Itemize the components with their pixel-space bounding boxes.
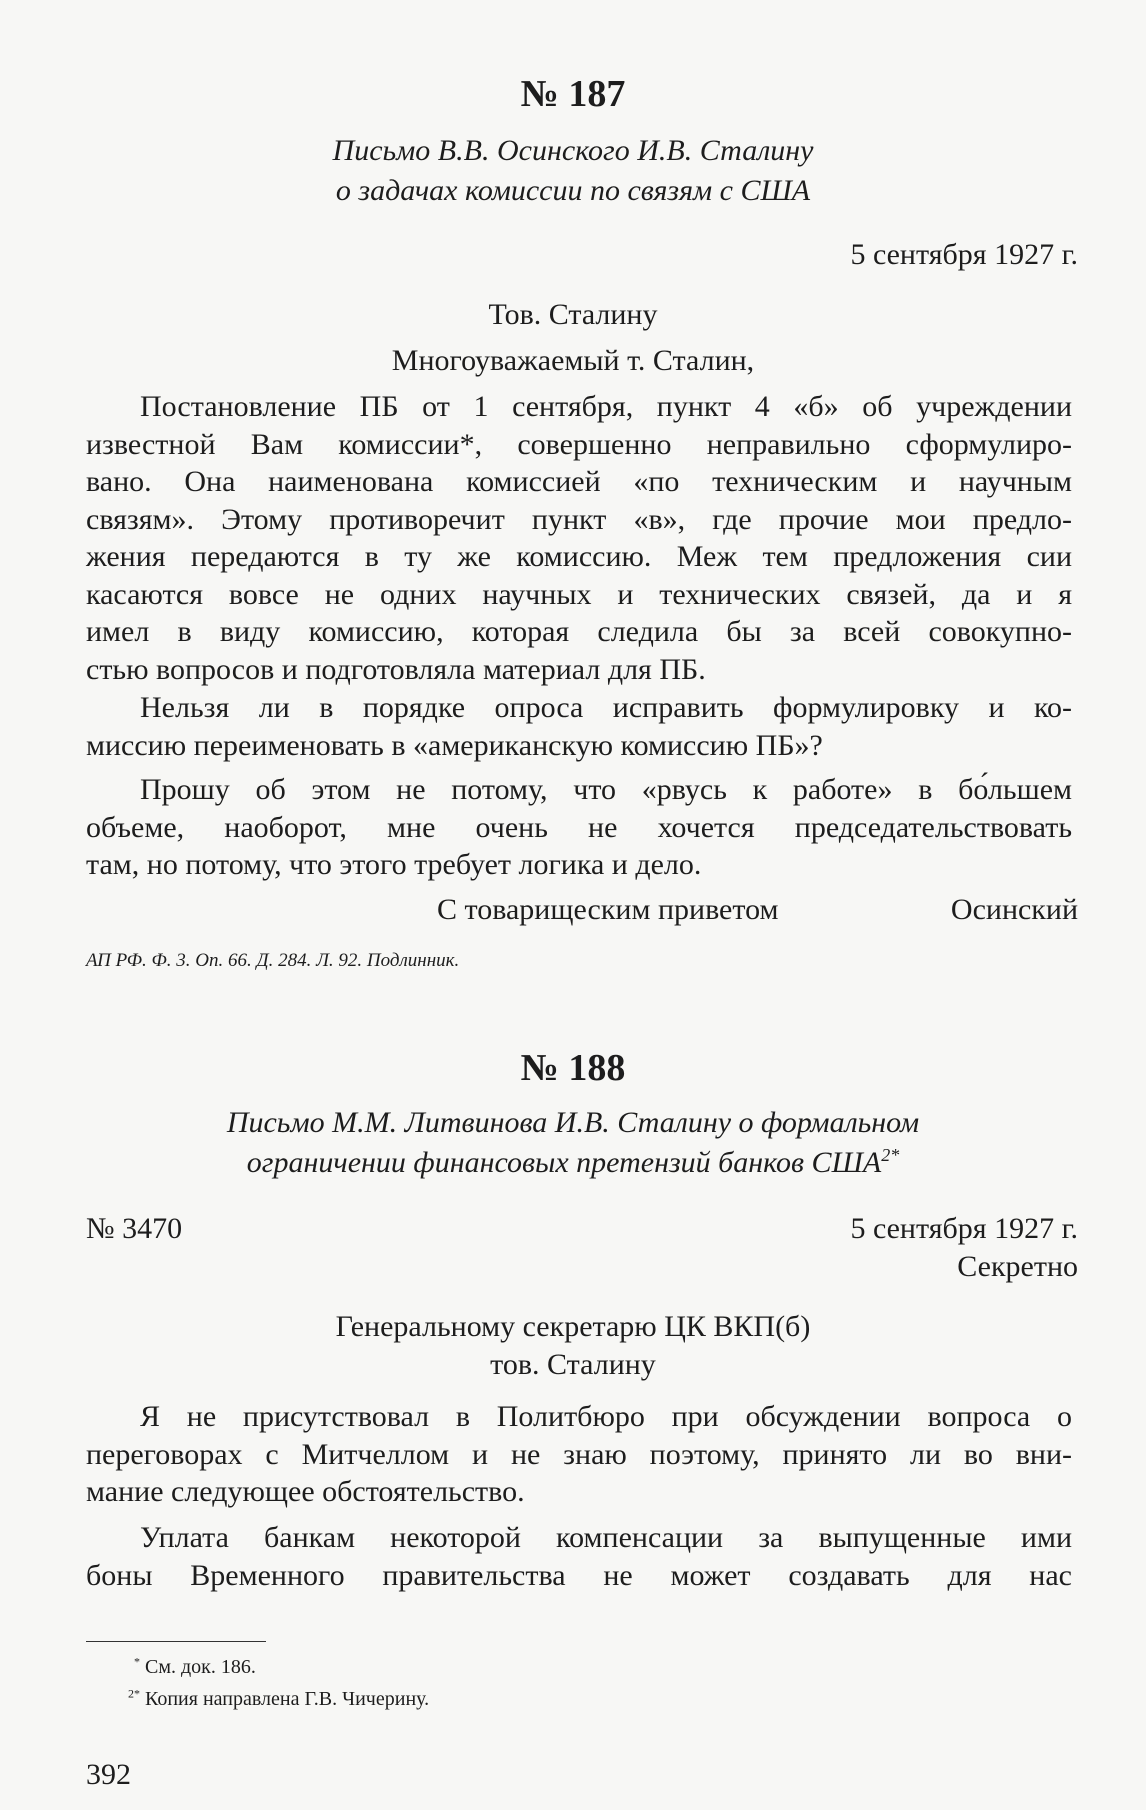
footnote-1: * См. док. 186. — [134, 1654, 256, 1678]
text-line: мание следующее обстоятельство. — [86, 1475, 525, 1508]
doc-188-classification: Секретно — [957, 1250, 1078, 1283]
footnote-2: $^{2*}$ Копия направлена Г.В. Чичерину. — [128, 1686, 430, 1710]
doc-187-greeting: Многоуважаемый т. Сталин, — [391, 344, 755, 377]
doc-188-title-line-1: Письмо М.М. Литвинова И.В. Сталину о формальном — [226, 1106, 920, 1139]
doc-187-closing: С товарищеским приветом — [437, 893, 779, 926]
doc-187-title-line-2: о задачах комиссии по связям с США — [335, 174, 811, 207]
text-line: боны Временного правительства не может создавать для нас — [86, 1558, 1072, 1592]
footnote-separator — [86, 1641, 266, 1642]
doc-187-number: № 187 — [520, 73, 626, 115]
text-line: жения передаются в ту же комиссию. Меж тем предложения сии — [86, 540, 1072, 573]
doc-187-paragraph-1 — [86, 388, 1072, 688]
text-line: Прошу об этом не потому, что «рвусь к работе» в бо́льшем — [140, 773, 1072, 806]
doc-187-archive-source: АП РФ. Ф. 3. Оп. 66. Д. 284. Л. 92. Подлинник. — [86, 950, 460, 971]
doc-188-date: 5 сентября 1927 г. — [850, 1212, 1078, 1245]
text-line: Постановление ПБ от 1 сентября, пункт 4 «б» об учреждении — [140, 390, 1072, 423]
doc-187-addressee: Тов. Сталину — [488, 298, 658, 331]
text-line: известной Вам комиссии*, совершенно неправильно сформулиро- — [86, 427, 1072, 461]
text-line: касаются вовсе не одних научных и технических связей, да и я — [86, 577, 1072, 611]
text-line: Я не присутствовал в Политбюро при обсуждении вопроса о — [140, 1400, 1072, 1433]
text-line: имел в виду комиссию, которая следила бы за всей совокупно- — [86, 615, 1072, 648]
text-line: вано. Она наименована комиссией «по техническим и научным — [86, 465, 1072, 498]
doc-188-addressee-line-2: тов. Сталину — [490, 1348, 656, 1381]
doc-187-title-line-1: Письмо В.В. Осинского И.В. Сталину — [332, 134, 814, 167]
doc-188-outgoing-number: № 3470 — [86, 1212, 183, 1245]
doc-188-title-line-2: ограничении финансовых претензий банков $США^{2*}$ — [246, 1145, 900, 1179]
doc-187-signature: Осинский — [950, 893, 1078, 926]
doc-187-paragraph-3 — [86, 771, 1072, 884]
text-line: миссию переименовать в «американскую комиссию ПБ»? — [86, 728, 823, 762]
doc-188-paragraph-2 — [86, 1519, 1072, 1594]
text-line: переговорах с Митчеллом и не знаю поэтому, принято ли во вни- — [86, 1437, 1072, 1471]
doc-188-addressee-line-1: Генеральному секретарю ЦК ВКП(б) — [335, 1310, 811, 1343]
text-line: объеме, наоборот, мне очень не хочется председательствовать — [86, 810, 1072, 844]
text-line: связям». Этому противоречит пункт «в», где прочие мои предло- — [86, 502, 1072, 536]
doc-187-paragraph-2 — [86, 689, 1072, 764]
text-line: Уплата банкам некоторой компенсации за выпущенные ими — [140, 1521, 1072, 1554]
doc-188-paragraph-1 — [86, 1398, 1072, 1511]
text-line: там, но потому, что этого требует логика и дело. — [86, 848, 702, 881]
text-line: стью вопросов и подготовляла материал для ПБ. — [86, 652, 706, 686]
footnote-ref: 2* — [881, 1145, 900, 1165]
doc-187-date: 5 сентября 1927 г. — [850, 238, 1078, 271]
text-line: Нельзя ли в порядке опроса исправить формулировку и ко- — [140, 691, 1072, 724]
doc-188-number: № 188 — [520, 1047, 626, 1089]
page-number: 392 — [86, 1758, 131, 1791]
